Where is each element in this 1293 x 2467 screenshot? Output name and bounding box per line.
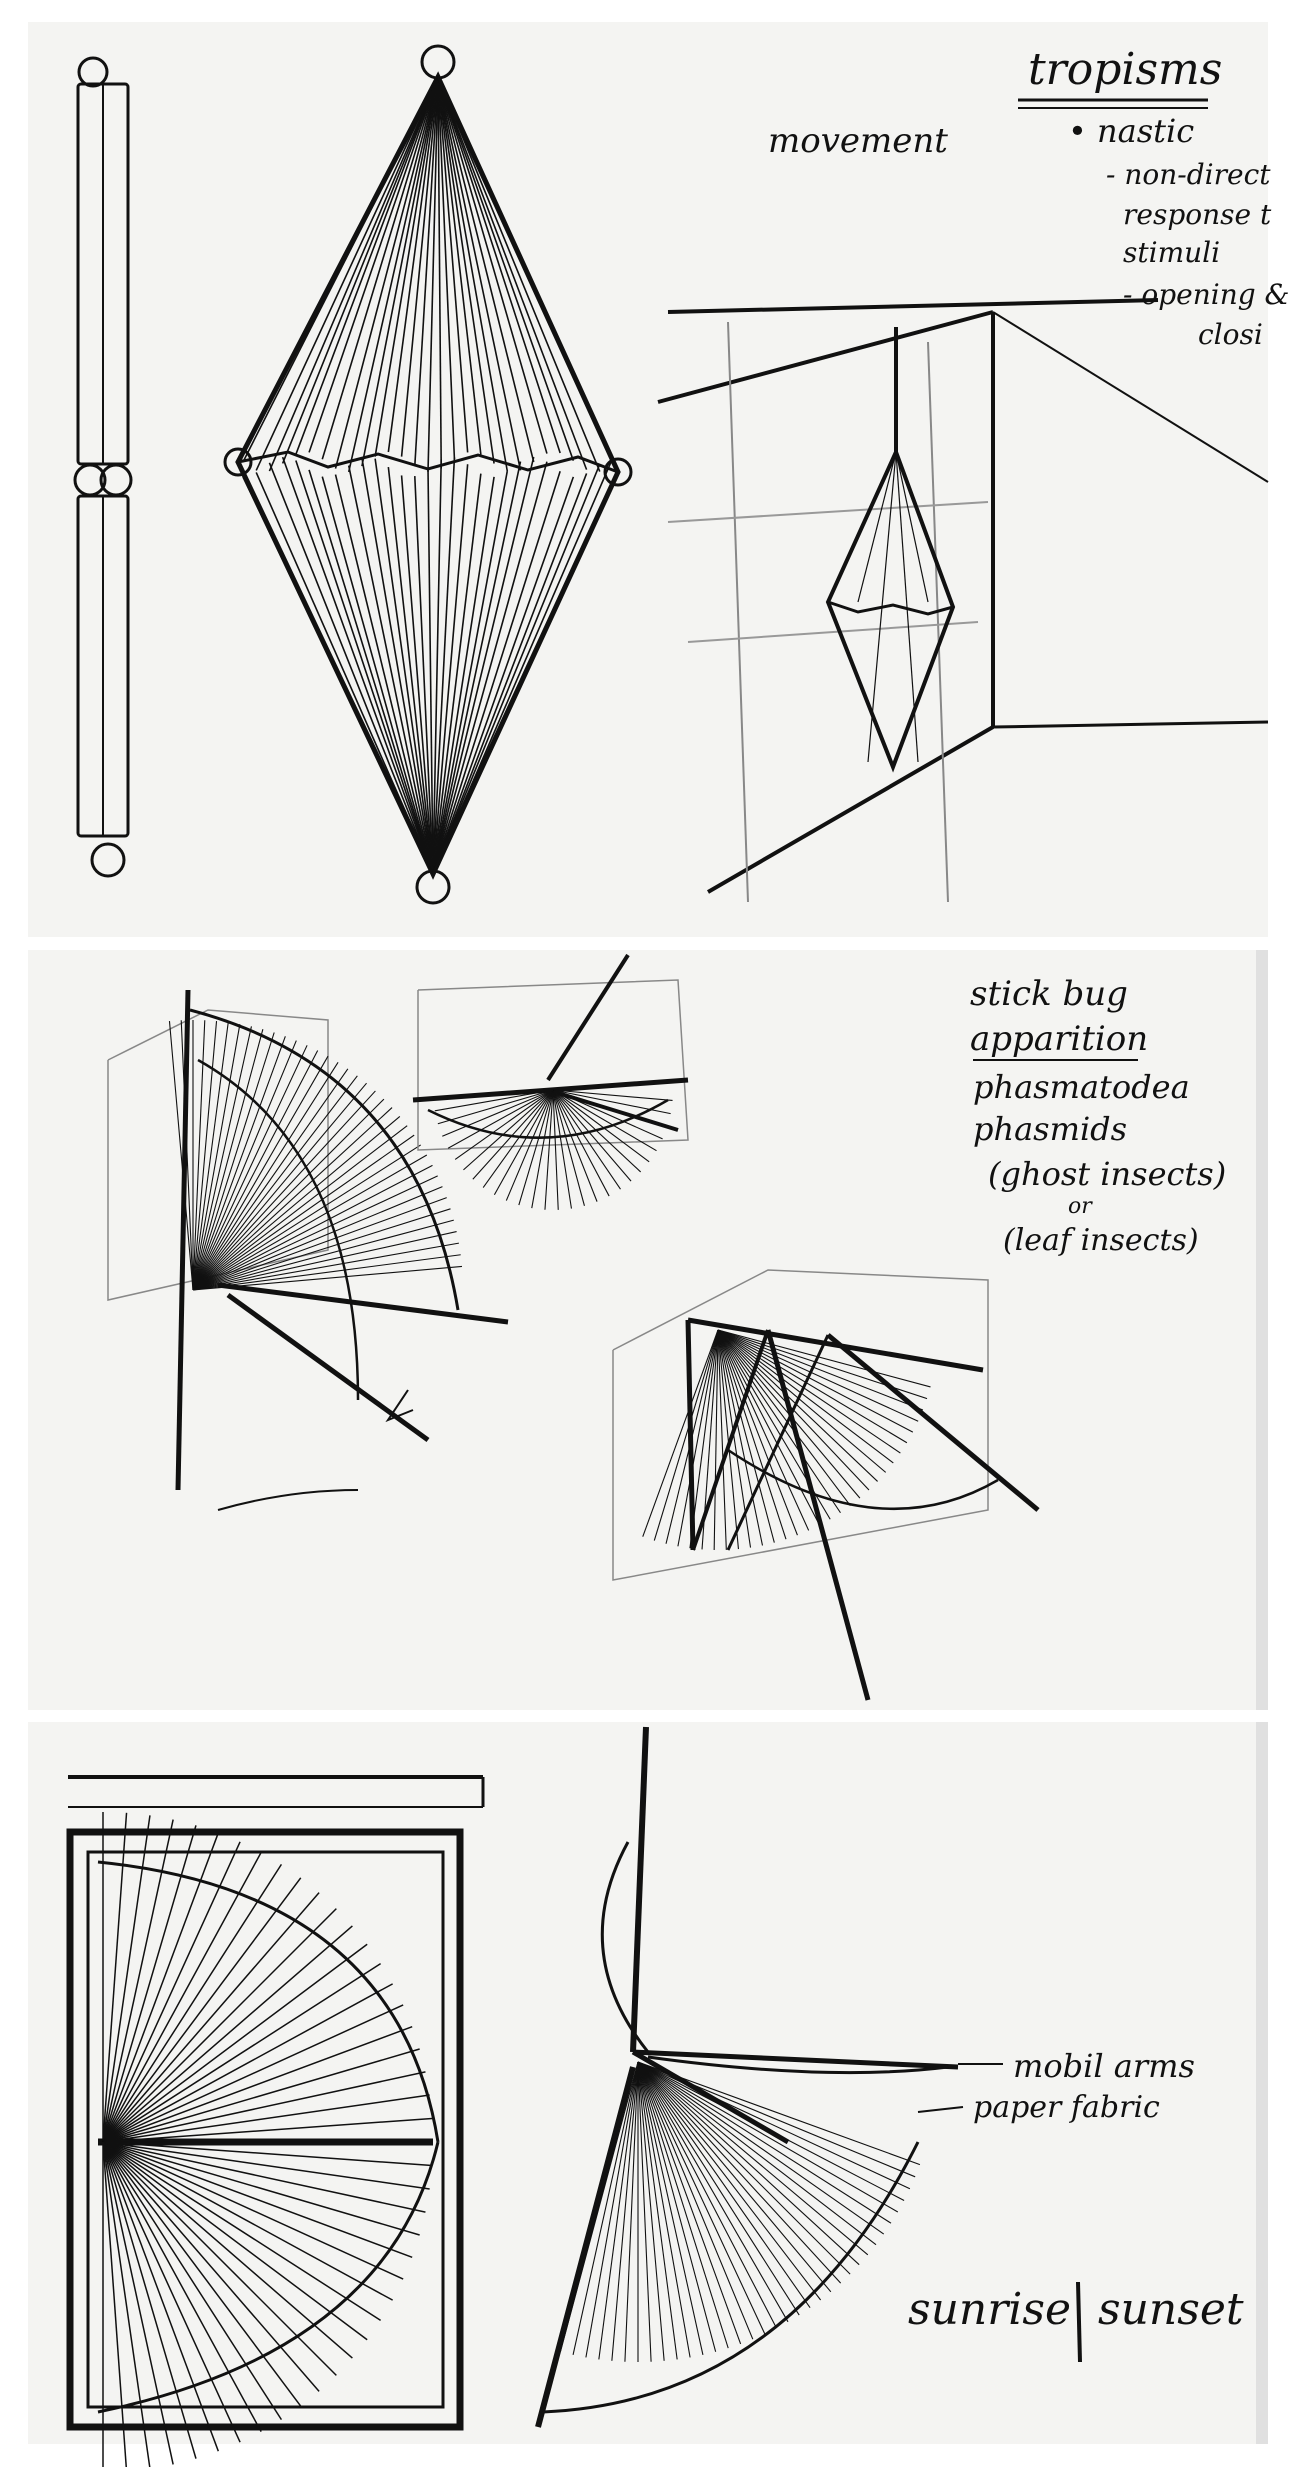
sketch-panel-stick-bug	[28, 950, 1268, 1710]
folded-stick	[75, 58, 131, 876]
note-leaf-insects: (leaf insects)	[1003, 1223, 1199, 1258]
note-ghost-insects: (ghost insects)	[988, 1155, 1227, 1193]
framed-fan	[68, 1777, 483, 2467]
diamond-mobile	[225, 46, 631, 903]
note-nastic: • nastic	[1068, 112, 1195, 150]
fan-left	[108, 990, 508, 1510]
note-stick-bug: stick bug	[970, 974, 1128, 1014]
sunrise-sunset-sketch	[28, 1722, 1268, 2444]
sketch-panel-diamond	[28, 22, 1290, 937]
note-or: or	[1068, 1194, 1092, 1219]
note-line4: - opening &	[1123, 278, 1290, 311]
diamond-sketch	[28, 22, 1290, 937]
note-phasmids: phasmids	[973, 1110, 1128, 1148]
note-line3: stimuli	[1123, 236, 1221, 269]
stick-bug-sketch	[28, 950, 1268, 1710]
note-line1: - non-direct	[1106, 158, 1271, 191]
label-sunrise: sunrise	[908, 2284, 1071, 2335]
note-phasmatodea: phasmatodea	[973, 1068, 1190, 1106]
note-movement: movement	[768, 121, 948, 161]
labels-bottom	[908, 2047, 1244, 2362]
notes-middle	[970, 974, 1226, 1258]
label-sunset: sunset	[1098, 2284, 1244, 2335]
label-paper-fabric: paper fabric	[973, 2090, 1160, 2125]
fan-bottom	[613, 1270, 1038, 1700]
note-line5: closi	[1198, 318, 1263, 351]
note-tropisms: tropisms	[1028, 44, 1223, 95]
fan-small	[413, 955, 688, 1210]
room-perspective	[658, 300, 1268, 902]
note-line2: response t	[1123, 198, 1272, 231]
label-mobil-arms: mobil arms	[1013, 2047, 1195, 2085]
sketch-panel-sunrise-sunset	[28, 1722, 1268, 2444]
note-apparition: apparition	[970, 1019, 1149, 1059]
